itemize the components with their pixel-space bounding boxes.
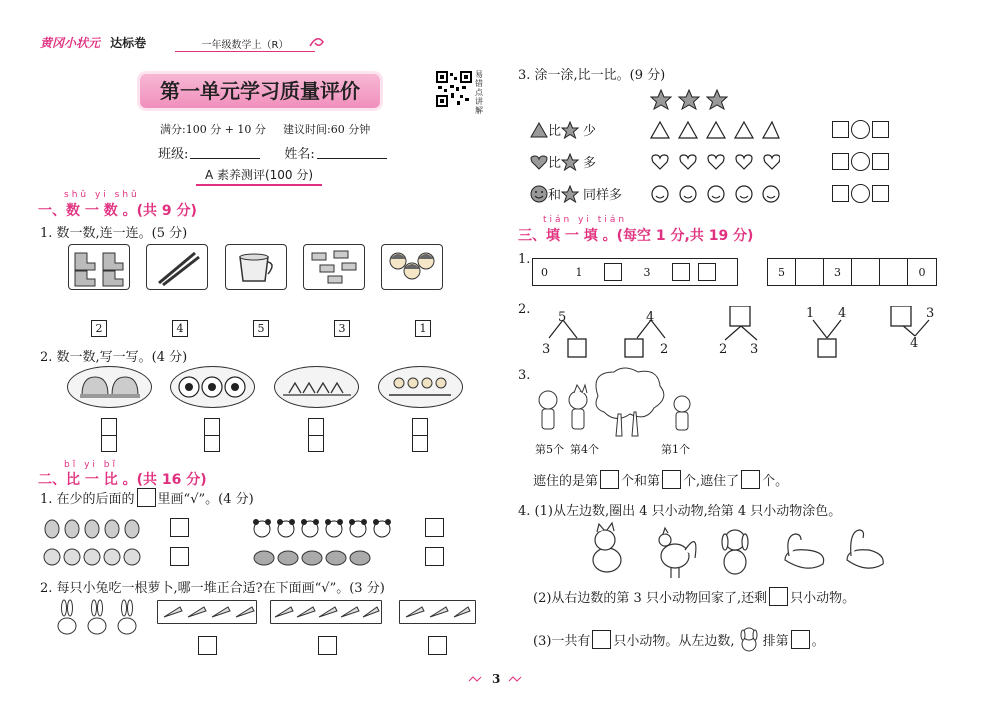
sec2-title: 二、比 一 比 。(共 16 分): [38, 472, 207, 488]
split5-right: 3: [926, 306, 935, 321]
strip-cell: 5: [768, 259, 796, 285]
circle-answer[interactable]: [851, 152, 870, 171]
answer-domino[interactable]: [412, 418, 428, 452]
page-number: 3: [492, 672, 501, 686]
number-split-diagram: [535, 306, 945, 364]
five-animals-illustration: [585, 520, 885, 580]
pears-apples-illustration: [40, 513, 160, 573]
split4-right: 4: [838, 306, 847, 321]
check-box[interactable]: [425, 518, 444, 537]
triangle-icon: [650, 120, 780, 140]
compare-word: 和: [548, 188, 562, 203]
smiley-icon: [530, 185, 548, 203]
answer-box[interactable]: [791, 630, 810, 649]
split2-right: 2: [660, 342, 669, 357]
sec3-title: 三、填 一 填 。(每空 1 分,共 19 分): [518, 228, 754, 244]
oval-balls: [170, 366, 255, 408]
circle-answer[interactable]: [851, 120, 870, 139]
strip-cell-input[interactable]: [852, 259, 880, 285]
q4-3-text: (3)一共有: [533, 633, 591, 649]
heart-icon: [530, 154, 548, 170]
animals-and-tree-illustration: [530, 366, 710, 442]
answer-box[interactable]: [769, 587, 788, 606]
grade-label: 一年级数学上（R）: [175, 36, 315, 52]
oval-birds: [274, 366, 359, 408]
panda-hippo-illustration: [250, 513, 400, 573]
deco-icon: [508, 675, 524, 683]
answer-domino[interactable]: [101, 418, 117, 452]
answer-shapes[interactable]: [832, 152, 889, 171]
split3-left: 2: [719, 342, 728, 357]
q4-3-text: 。: [811, 633, 825, 649]
name-label: 姓名:: [284, 147, 315, 162]
compare-word: 比: [548, 124, 562, 139]
oval-kids: [378, 366, 463, 408]
q1-number-row: [91, 320, 431, 337]
check-box[interactable]: [198, 636, 217, 655]
q3-label-5th: 第5个: [535, 443, 564, 456]
chopsticks-icon: [147, 245, 207, 289]
children-icon: [382, 245, 442, 289]
strip-cell: 0: [541, 265, 548, 279]
check-box[interactable]: [318, 636, 337, 655]
strip-cell-input[interactable]: [692, 259, 722, 285]
page-title: 第一单元学习质量评价: [140, 74, 380, 108]
socks-icon: [69, 245, 129, 289]
sec3-q2-label: 2.: [518, 302, 531, 317]
split4-left: 1: [806, 306, 815, 321]
picture-children[interactable]: [381, 244, 443, 290]
soccer-ball-icon: [171, 367, 254, 407]
picture-cup[interactable]: [225, 244, 287, 290]
split3-right: 3: [750, 342, 759, 357]
split5-bottom: 4: [910, 336, 919, 351]
sec1-q1: 1. 数一数,连一连。(5 分): [40, 226, 188, 241]
q4-2-text: 只小动物。: [790, 591, 856, 606]
strip-cell: 0: [918, 265, 926, 279]
oval-hats: [67, 366, 152, 408]
smiley-icon: [650, 184, 780, 204]
name-field[interactable]: [317, 146, 387, 159]
compare-row-3: [530, 184, 622, 203]
bird-icon: [275, 367, 358, 407]
strip-cell-input[interactable]: [602, 259, 624, 285]
strip-cell-input[interactable]: [796, 259, 824, 285]
picture-chopsticks[interactable]: [146, 244, 208, 290]
series-name: 达标卷: [110, 36, 147, 50]
q3-text: 个。: [762, 474, 789, 489]
answer-box[interactable]: [662, 470, 681, 489]
number-card[interactable]: 4: [172, 320, 188, 337]
answer-domino[interactable]: [308, 418, 324, 452]
compare-word: 多: [583, 156, 597, 171]
kids-icon: [379, 367, 462, 407]
strip-cell-input[interactable]: [880, 259, 908, 285]
carrot-pile-1[interactable]: [157, 600, 257, 624]
q3-text: 个和第: [621, 474, 661, 489]
q3-label-1st: 第1个: [661, 443, 690, 456]
sec1-title: 一、数 一 数 。(共 9 分): [38, 203, 197, 219]
strip-cell: 3: [824, 259, 852, 285]
sec1-q2: 2. 数一数,写一写。(4 分): [40, 350, 188, 365]
swirl-icon: [308, 36, 326, 50]
sec3-q1-label: 1.: [518, 252, 531, 267]
compare-word: 少: [583, 124, 597, 139]
check-box[interactable]: [170, 547, 189, 566]
sec3-q3-label: 3.: [518, 368, 531, 383]
carrot-pile-3[interactable]: [399, 600, 476, 624]
number-card[interactable]: 5: [253, 320, 269, 337]
star-icon: [561, 153, 579, 171]
answer-box[interactable]: [592, 630, 611, 649]
star-icon: [650, 88, 732, 112]
carrot-icon: [400, 601, 475, 623]
carrot-icon: [271, 601, 381, 623]
split2-top: 4: [646, 310, 655, 325]
triangle-icon: [530, 122, 548, 138]
compare-word: 比: [548, 156, 562, 171]
picture-socks[interactable]: [68, 244, 130, 290]
right-q3: 3. 涂一涂,比一比。(9 分): [518, 68, 666, 83]
strip-cell: 1: [575, 265, 583, 279]
compare-word: 同样多: [583, 188, 623, 203]
number-card[interactable]: 1: [415, 320, 431, 337]
answer-domino[interactable]: [204, 418, 220, 452]
q3-label-4th: 第4个: [570, 443, 599, 456]
q3-text: 个,遮住了: [683, 474, 740, 489]
sec2-q1-before: 1. 在少的后面的: [40, 492, 135, 507]
answer-shapes[interactable]: [832, 184, 889, 203]
sec1-pinyin: shǔ yi shǔ: [64, 190, 140, 200]
split1-top: 5: [558, 310, 567, 325]
brand-name: 黄冈小状元: [40, 36, 101, 50]
answer-box[interactable]: [600, 470, 619, 489]
strip-cell: [722, 259, 737, 285]
q4-3-text: 只小动物。从左边数,: [613, 633, 735, 649]
sample-box: [137, 488, 156, 507]
sec2-q1-after: 里画“√”。(4 分): [157, 492, 254, 507]
split1-left: 3: [542, 342, 551, 357]
dog-icon: [738, 626, 760, 652]
sec2-q2: 2. 每只小兔吃一根萝卜,哪一堆正合适?在下面画“√”。(3 分): [40, 581, 385, 596]
score-info: 满分:100 分 + 10 分: [160, 123, 266, 136]
star-icon: [561, 185, 579, 203]
q4-2-text: (2)从右边数的第 3 只小动物回家了,还剩: [533, 591, 768, 606]
compare-row-1: [530, 120, 596, 139]
q4-3-text: 排第: [762, 633, 789, 649]
eraser-icon: [304, 245, 364, 289]
strip-cell: 3: [643, 265, 651, 279]
number-strip-2: [767, 258, 937, 286]
check-box[interactable]: [425, 547, 444, 566]
page-footer: [468, 672, 524, 686]
q3-text: 遮住的是第: [533, 474, 599, 489]
carrot-pile-2[interactable]: [270, 600, 382, 624]
number-card[interactable]: 3: [334, 320, 350, 337]
section-a-heading: A 素养测评(100 分): [196, 166, 322, 186]
class-field[interactable]: [190, 146, 260, 159]
number-card[interactable]: 2: [91, 320, 107, 337]
sec3-q4-1: 4. (1)从左边数,圈出 4 只小动物,给第 4 只小动物涂色。: [518, 504, 842, 519]
number-strip-1: [532, 258, 738, 286]
cup-icon: [226, 245, 286, 289]
heart-icon: [650, 152, 780, 172]
carrot-icon: [158, 601, 256, 623]
brand-logo: [40, 34, 146, 51]
answer-box[interactable]: [741, 470, 760, 489]
strip-cell-input[interactable]: [670, 259, 692, 285]
qr-code-icon[interactable]: [436, 71, 472, 107]
sec3-pinyin: tián yi tián: [543, 215, 628, 225]
circle-answer[interactable]: [851, 184, 870, 203]
class-label: 班级:: [158, 147, 189, 162]
hat-icon: [68, 367, 151, 407]
compare-row-2: [530, 152, 596, 171]
time-info: 建议时间:60 分钟: [283, 123, 371, 136]
rabbit-icon: [52, 598, 144, 638]
sec2-pinyin: bǐ yi bǐ: [64, 460, 118, 470]
check-box[interactable]: [170, 518, 189, 537]
star-icon: [561, 121, 579, 139]
qr-caption: 易错点讲解: [475, 70, 483, 115]
check-box[interactable]: [428, 636, 447, 655]
answer-shapes[interactable]: [832, 120, 889, 139]
picture-erasers[interactable]: [303, 244, 365, 290]
deco-icon: [468, 675, 484, 683]
